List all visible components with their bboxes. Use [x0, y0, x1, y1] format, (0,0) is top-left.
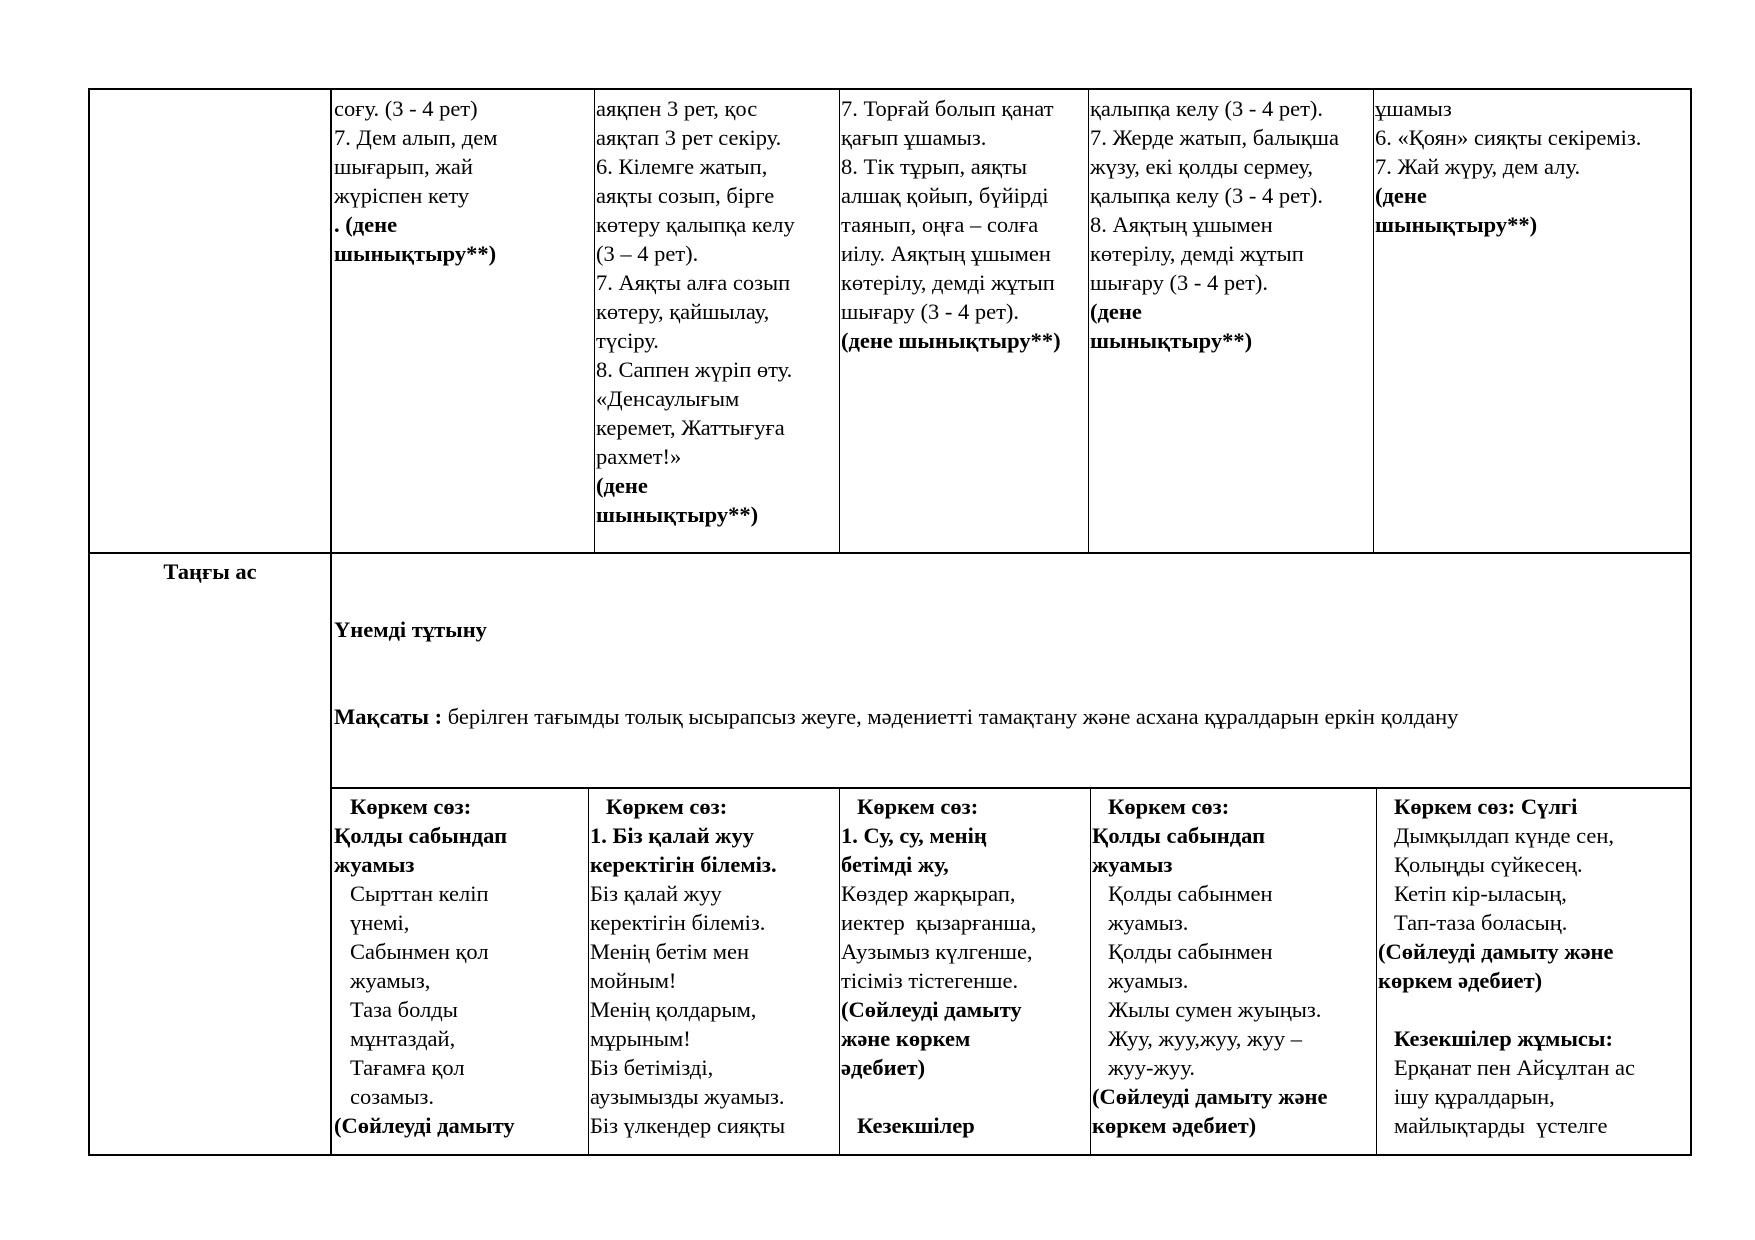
cell-line: таянып, оңға – солға: [841, 212, 1039, 237]
cell-line: көркем әдебиет): [1378, 968, 1543, 993]
cell-line: Біз бетімізді,: [590, 1055, 714, 1080]
cell-line: аяқпен 3 рет, қос: [596, 96, 758, 121]
cell-line: жүзу, екі қолды сермеу,: [1090, 154, 1314, 179]
cell-line: көркем әдебиет): [1092, 1113, 1257, 1138]
cell-line: Кетіп кір-ыласың,: [1394, 881, 1567, 906]
cell-line: мойным!: [590, 968, 677, 993]
cell-line: жуамыз,: [350, 968, 431, 993]
row1-col5-cell: [1090, 94, 1372, 550]
cell-line: (дене: [1090, 299, 1142, 324]
cell-line: көтеру, қайшылау,: [596, 299, 770, 324]
cell-line: Таза болды: [350, 997, 458, 1022]
breakfast-goal: [334, 702, 1688, 731]
cell-line: ұшамыз: [1375, 96, 1452, 121]
row2-bottom-border: [331, 787, 1692, 789]
row1-col6-cell: [1375, 94, 1689, 550]
breakfast-title: Үнемді тұтыну: [334, 617, 487, 642]
cell-line: Көркем сөз:: [350, 794, 472, 819]
cell-line: және көркем: [841, 1026, 971, 1051]
cell-line: Көркем сөз: Сүлгі: [1394, 794, 1578, 819]
cell-line: Қолды сабынмен: [1108, 939, 1273, 964]
cell-line: тісіміз тістегенше.: [841, 968, 1019, 993]
cell-line: Көркем сөз:: [857, 794, 979, 819]
cell-line: түсіру.: [596, 328, 659, 353]
cell-line: ішу құралдарын,: [1394, 1084, 1555, 1109]
cell-line: аяқтап 3 рет секіру.: [596, 125, 782, 150]
cell-line: Қолыңды сүйкесең.: [1394, 852, 1583, 877]
cell-line: (дене: [1375, 183, 1427, 208]
cell-line: (Сөйлеуді дамыту: [841, 997, 1022, 1022]
table-bottom-border: [88, 1154, 1692, 1156]
goal-label: Мақсаты :: [334, 704, 443, 729]
cell-line: (Сөйлеуді дамыту және: [1092, 1084, 1328, 1109]
cell-line: Қолды сабындап: [1092, 823, 1266, 848]
cell-line: Кезекшілер жұмысы:: [1394, 1026, 1613, 1051]
cell-line: иектер қызарғанша,: [841, 910, 1037, 935]
cell-line: [1378, 995, 1689, 1024]
cell-line: керектігін білеміз.: [590, 910, 766, 935]
cell-line: Жуу, жуу,жуу, жуу –: [1108, 1026, 1302, 1051]
cell-line: (3 – 4 рет).: [596, 241, 699, 266]
cell-line: Жылы сумен жуыңыз.: [1108, 997, 1322, 1022]
cell-line: шынықтыру**): [596, 502, 759, 527]
row1-col2-border: [594, 88, 595, 553]
row1-col5-border: [1373, 88, 1374, 553]
cell-line: аузымызды жуамыз.: [590, 1084, 785, 1109]
cell-line: Менің қолдарым,: [590, 997, 757, 1022]
table-top-border: [88, 88, 1692, 90]
goal-text: берілген тағымды толық ысырапсыз жеуге, мәдениетті тамақтану және асхана құралдарын еркін қолдану: [447, 704, 1459, 729]
cell-line: 7. Аяқты алға созып: [596, 270, 791, 295]
cell-line: 8. Саппен жүріп өту.: [596, 357, 793, 382]
cell-line: майлықтарды үстелге: [1394, 1113, 1608, 1138]
table-left-border: [88, 88, 90, 1156]
row3-col2-cell: [334, 792, 586, 1152]
cell-line: Сырттан келіп: [350, 881, 489, 906]
cell-line: [841, 1082, 1089, 1111]
cell-line: Біз қалай жуу: [590, 881, 722, 906]
cell-line: шығару (3 - 4 рет).: [841, 299, 1020, 324]
cell-line: Біз үлкендер сияқты: [590, 1113, 786, 1138]
cell-line: қалыпқа келу (3 - 4 рет).: [1090, 96, 1324, 121]
cell-line: әдебиет): [841, 1055, 926, 1080]
cell-line: Қолды сабындап: [334, 823, 508, 848]
table-right-border: [1690, 88, 1692, 1156]
cell-line: бетімді жу,: [841, 852, 949, 877]
cell-line: шығару (3 - 4 рет).: [1090, 270, 1269, 295]
cell-line: көтерілу, демді жұтып: [1090, 241, 1304, 266]
cell-line: жуамыз: [1092, 852, 1173, 877]
cell-line: Тап-таза боласың.: [1394, 910, 1568, 935]
cell-line: 6. Кілемге жатып,: [596, 154, 768, 179]
cell-line: қалыпқа келу (3 - 4 рет).: [1090, 183, 1324, 208]
row1-col2-cell: [334, 94, 592, 550]
cell-line: 7. Жерде жатып, балықша: [1090, 125, 1339, 150]
cell-line: Қолды сабынмен: [1108, 881, 1273, 906]
row3-col4-cell: [841, 792, 1089, 1152]
row1-col4-cell: [841, 94, 1087, 550]
cell-line: (Сөйлеуді дамыту және: [1378, 939, 1614, 964]
cell-line: жуу-жуу.: [1108, 1055, 1195, 1080]
cell-line: Ерқанат пен Айсұлтан ас: [1394, 1055, 1635, 1080]
cell-line: алшақ қойып, бүйірді: [841, 183, 1049, 208]
cell-line: Дымқылдап күнде сен,: [1394, 823, 1614, 848]
cell-line: 8. Тік тұрып, аяқты: [841, 154, 1028, 179]
breakfast-label: Таңғы ас: [163, 559, 257, 584]
row1-bottom-border: [88, 552, 1692, 554]
cell-line: жуамыз.: [1108, 910, 1189, 935]
cell-line: Менің бетім мен: [590, 939, 750, 964]
cell-line: созамыз.: [350, 1084, 434, 1109]
cell-line: керемет, Жаттығуға: [596, 415, 785, 440]
row1-col3-cell: [596, 94, 838, 550]
cell-line: жүріспен кету: [334, 183, 470, 208]
cell-line: 8. Аяқтың ұшымен: [1090, 212, 1273, 237]
cell-line: мұнтаздай,: [350, 1026, 456, 1051]
row3-col6-cell: [1378, 792, 1689, 1152]
cell-line: шынықтыру**): [334, 241, 497, 266]
row3-col3-border: [839, 788, 840, 1155]
cell-line: 7. Торғай болып қанат: [841, 96, 1054, 121]
cell-line: 7. Жай жүру, дем алу.: [1375, 154, 1581, 179]
cell-line: (дене: [596, 473, 648, 498]
row3-col5-border: [1376, 788, 1377, 1155]
cell-line: керектігін білеміз.: [590, 852, 777, 877]
row3-col4-border: [1090, 788, 1091, 1155]
cell-line: көтеру қалыпқа келу: [596, 212, 795, 237]
row1-col3-border: [839, 88, 840, 553]
cell-line: (Сөйлеуді дамыту: [334, 1113, 515, 1138]
cell-line: иілу. Аяқтың ұшымен: [841, 241, 1051, 266]
cell-line: Сабынмен қол: [350, 939, 489, 964]
cell-line: жуамыз.: [1108, 968, 1189, 993]
cell-line: үнемі,: [350, 910, 410, 935]
cell-line: шынықтыру**): [1090, 328, 1253, 353]
cell-line: рахмет!»: [596, 444, 682, 469]
row3-col2-border: [588, 788, 589, 1155]
cell-line: соғу. (3 - 4 рет): [334, 96, 478, 121]
cell-line: 6. «Қоян» сияқты секіреміз.: [1375, 125, 1642, 150]
cell-line: шынықтыру**): [1375, 212, 1538, 237]
cell-line: Көздер жарқырап,: [841, 881, 1016, 906]
cell-line: 7. Дем алып, дем: [334, 125, 498, 150]
row3-col5-cell: [1092, 792, 1375, 1152]
cell-line: 1. Су, су, менің: [841, 823, 987, 848]
cell-line: (дене шынықтыру**): [841, 328, 1061, 353]
table-col1-border: [330, 88, 332, 1156]
cell-line: 1. Біз қалай жуу: [590, 823, 754, 848]
cell-line: Көркем сөз:: [606, 794, 728, 819]
cell-line: Көркем сөз:: [1108, 794, 1230, 819]
cell-line: шығарып, жай: [334, 154, 473, 179]
row1-col4-border: [1088, 88, 1089, 553]
cell-line: Аузымыз күлгенше,: [841, 939, 1033, 964]
cell-line: Кезекшілер: [857, 1113, 975, 1138]
cell-line: аяқты созып, бірге: [596, 183, 775, 208]
cell-line: қағып ұшамыз.: [841, 125, 987, 150]
cell-line: жуамыз: [334, 852, 415, 877]
row3-col3-cell: [590, 792, 838, 1152]
cell-line: «Денсаулығым: [596, 386, 740, 411]
cell-line: көтерілу, демді жұтып: [841, 270, 1055, 295]
cell-line: . (дене: [334, 212, 398, 237]
cell-line: Тағамға қол: [350, 1055, 465, 1080]
breakfast-content: [334, 557, 1688, 787]
cell-line: мұрыным!: [590, 1026, 691, 1051]
